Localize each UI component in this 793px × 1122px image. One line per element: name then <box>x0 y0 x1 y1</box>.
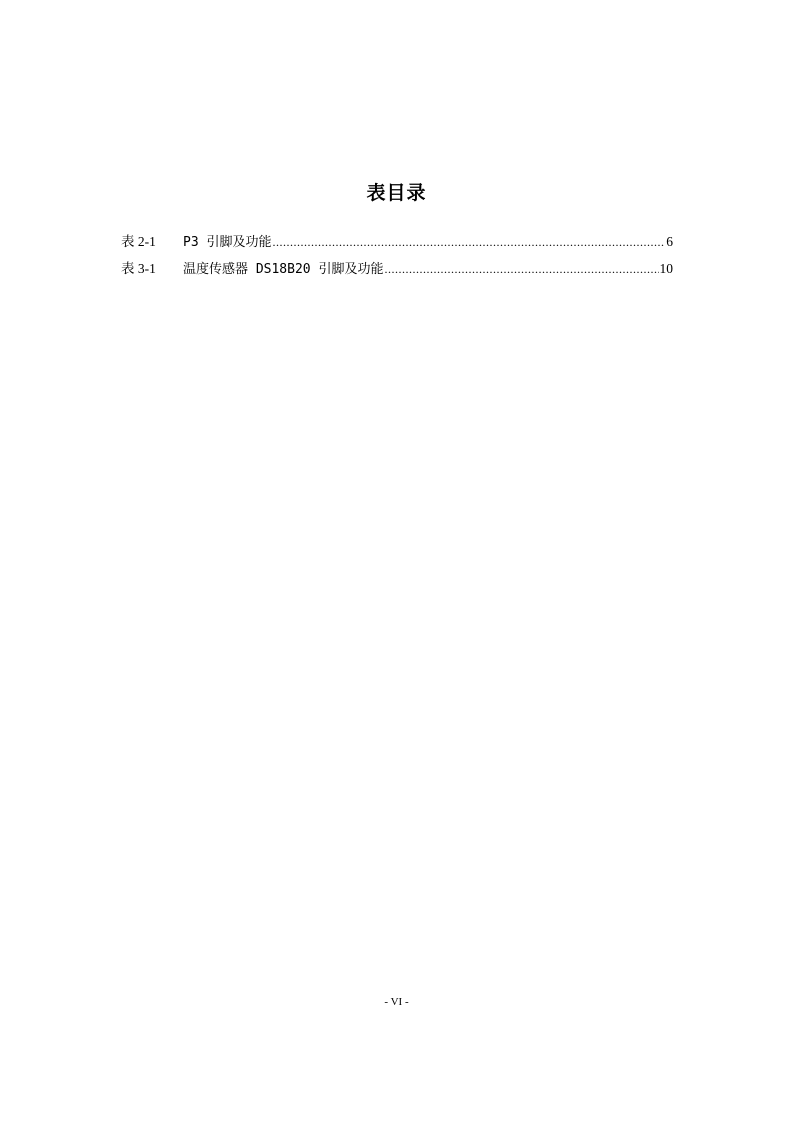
page-title: 表目录 <box>366 182 427 204</box>
toc-entry[interactable] <box>121 233 673 260</box>
toc-entry-label: 表 3-1 <box>121 261 156 276</box>
toc-entry-page-number: 6 <box>666 234 673 249</box>
toc-dot-leader <box>272 233 665 251</box>
toc-dot-leader <box>384 260 658 278</box>
table-of-contents-list <box>121 233 673 287</box>
toc-entry-page-number: 10 <box>659 261 673 276</box>
toc-entry-label: 表 2-1 <box>121 234 156 249</box>
toc-entry[interactable] <box>121 260 673 287</box>
page-number-footer: - VI - <box>384 996 409 1008</box>
toc-entry-title: 温度传感器 DS18B20 引脚及功能 <box>183 262 384 277</box>
toc-entry-title: P3 引脚及功能 <box>183 235 272 250</box>
